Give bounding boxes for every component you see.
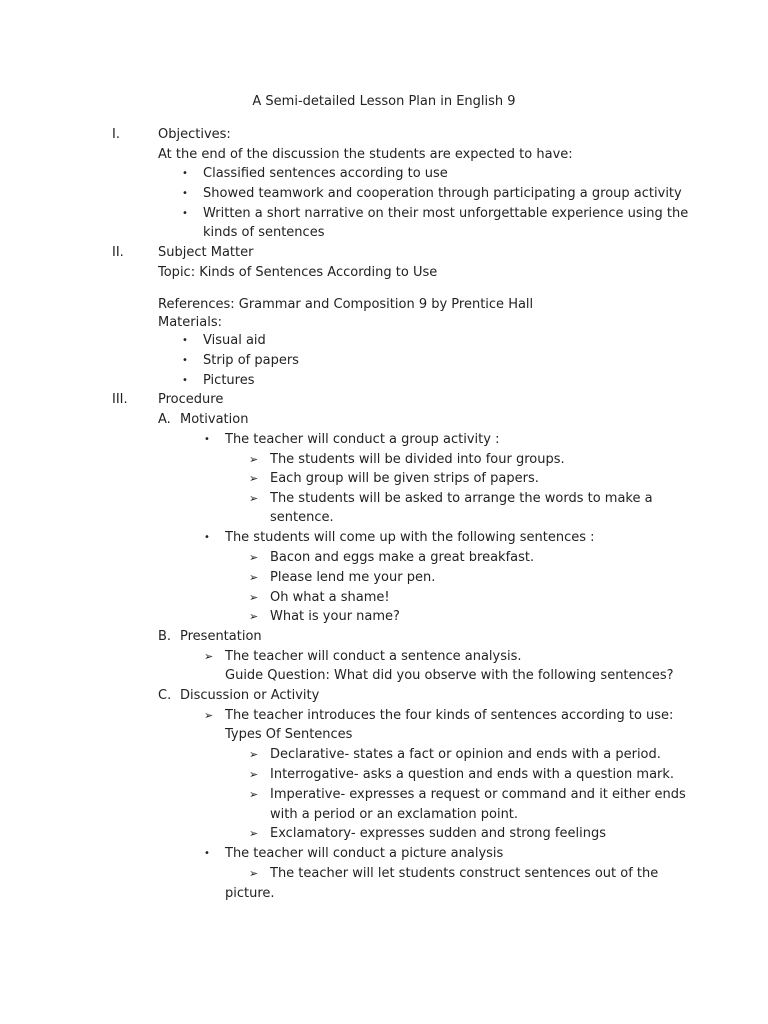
arrow-bullet-icon: ➢ xyxy=(249,472,259,485)
bullet-icon: • xyxy=(204,434,210,445)
list-item-text: Written a short narrative on their most unforgettable experience using the xyxy=(203,206,689,221)
section-number: II. xyxy=(112,245,124,260)
list-item-text: The teacher introduces the four kinds of sentences according to use: xyxy=(225,708,674,723)
guide-question-text: Guide Question: What did you observe with the following sentences? xyxy=(225,668,674,683)
section-number: III. xyxy=(112,392,128,407)
list-item-text: Visual aid xyxy=(203,333,266,348)
list-item-text: Pictures xyxy=(203,373,255,388)
bullet-icon: • xyxy=(182,335,188,346)
bullet-icon: • xyxy=(204,848,210,859)
bullet-icon: • xyxy=(182,355,188,366)
section-heading: Procedure xyxy=(158,392,224,407)
arrow-bullet-icon: ➢ xyxy=(204,709,214,722)
arrow-bullet-icon: ➢ xyxy=(249,748,259,761)
list-item-text: Exclamatory- expresses sudden and strong feelings xyxy=(270,826,606,841)
subsection-letter: A. xyxy=(158,412,171,427)
list-item-text: Please lend me your pen. xyxy=(270,570,436,585)
subsection-heading: Discussion or Activity xyxy=(180,688,320,703)
arrow-bullet-icon: ➢ xyxy=(204,650,214,663)
list-item-text: Bacon and eggs make a great breakfast. xyxy=(270,550,535,565)
arrow-bullet-icon: ➢ xyxy=(249,591,259,604)
list-item-text: Each group will be given strips of papers. xyxy=(270,471,539,486)
page-title: A Semi-detailed Lesson Plan in English 9 xyxy=(252,94,516,109)
list-item-text: What is your name? xyxy=(270,609,400,624)
references-text: References: Grammar and Composition 9 by Prentice Hall xyxy=(158,297,534,312)
list-item-text: Declarative- states a fact or opinion and ends with a period. xyxy=(270,747,661,762)
bullet-icon: • xyxy=(182,188,188,199)
subsection-heading: Motivation xyxy=(180,412,249,427)
list-item-text: kinds of sentences xyxy=(203,225,325,240)
list-item-text: with a period or an exclamation point. xyxy=(270,807,519,822)
subsection-heading: Presentation xyxy=(180,629,262,644)
bullet-icon: • xyxy=(182,375,188,386)
subsection-letter: B. xyxy=(158,629,172,644)
subsection-letter: C. xyxy=(158,688,172,703)
bullet-icon: • xyxy=(204,532,210,543)
list-item-text: The students will be divided into four groups. xyxy=(270,452,565,467)
arrow-bullet-icon: ➢ xyxy=(249,551,259,564)
bullet-icon: • xyxy=(182,208,188,219)
list-item-text: Interrogative- asks a question and ends with a question mark. xyxy=(270,767,675,782)
arrow-bullet-icon: ➢ xyxy=(249,571,259,584)
arrow-bullet-icon: ➢ xyxy=(249,610,259,623)
arrow-bullet-icon: ➢ xyxy=(249,788,259,801)
arrow-bullet-icon: ➢ xyxy=(249,453,259,466)
list-item-text: sentence. xyxy=(270,510,334,525)
bullet-icon: • xyxy=(182,168,188,179)
list-item-text: Strip of papers xyxy=(203,353,299,368)
materials-label: Materials: xyxy=(158,315,222,330)
arrow-bullet-icon: ➢ xyxy=(249,492,259,505)
section-number: I. xyxy=(112,127,120,142)
list-item-text: Classified sentences according to use xyxy=(203,166,448,181)
section-heading: Subject Matter xyxy=(158,245,254,260)
list-item-text: The teacher will conduct a picture analysis xyxy=(225,846,504,861)
list-item-text: Showed teamwork and cooperation through participating a group activity xyxy=(203,186,682,201)
section-heading: Objectives: xyxy=(158,127,231,142)
list-item-text: Oh what a shame! xyxy=(270,590,390,605)
types-label: Types Of Sentences xyxy=(225,727,353,742)
arrow-bullet-icon: ➢ xyxy=(249,768,259,781)
list-item-text: Imperative- expresses a request or command and it either ends xyxy=(270,787,686,802)
list-item-text: picture. xyxy=(225,886,275,901)
arrow-bullet-icon: ➢ xyxy=(249,867,259,880)
intro-text: At the end of the discussion the students are expected to have: xyxy=(158,147,573,162)
list-item-text: The teacher will conduct a sentence analysis. xyxy=(225,649,522,664)
list-item-text: The students will come up with the following sentences : xyxy=(225,530,595,545)
list-item-text: The students will be asked to arrange the words to make a xyxy=(270,491,653,506)
list-item-text: The teacher will let students construct sentences out of the xyxy=(270,866,659,881)
list-item-text: The teacher will conduct a group activity : xyxy=(225,432,500,447)
topic-text: Topic: Kinds of Sentences According to Use xyxy=(158,265,438,280)
arrow-bullet-icon: ➢ xyxy=(249,827,259,840)
